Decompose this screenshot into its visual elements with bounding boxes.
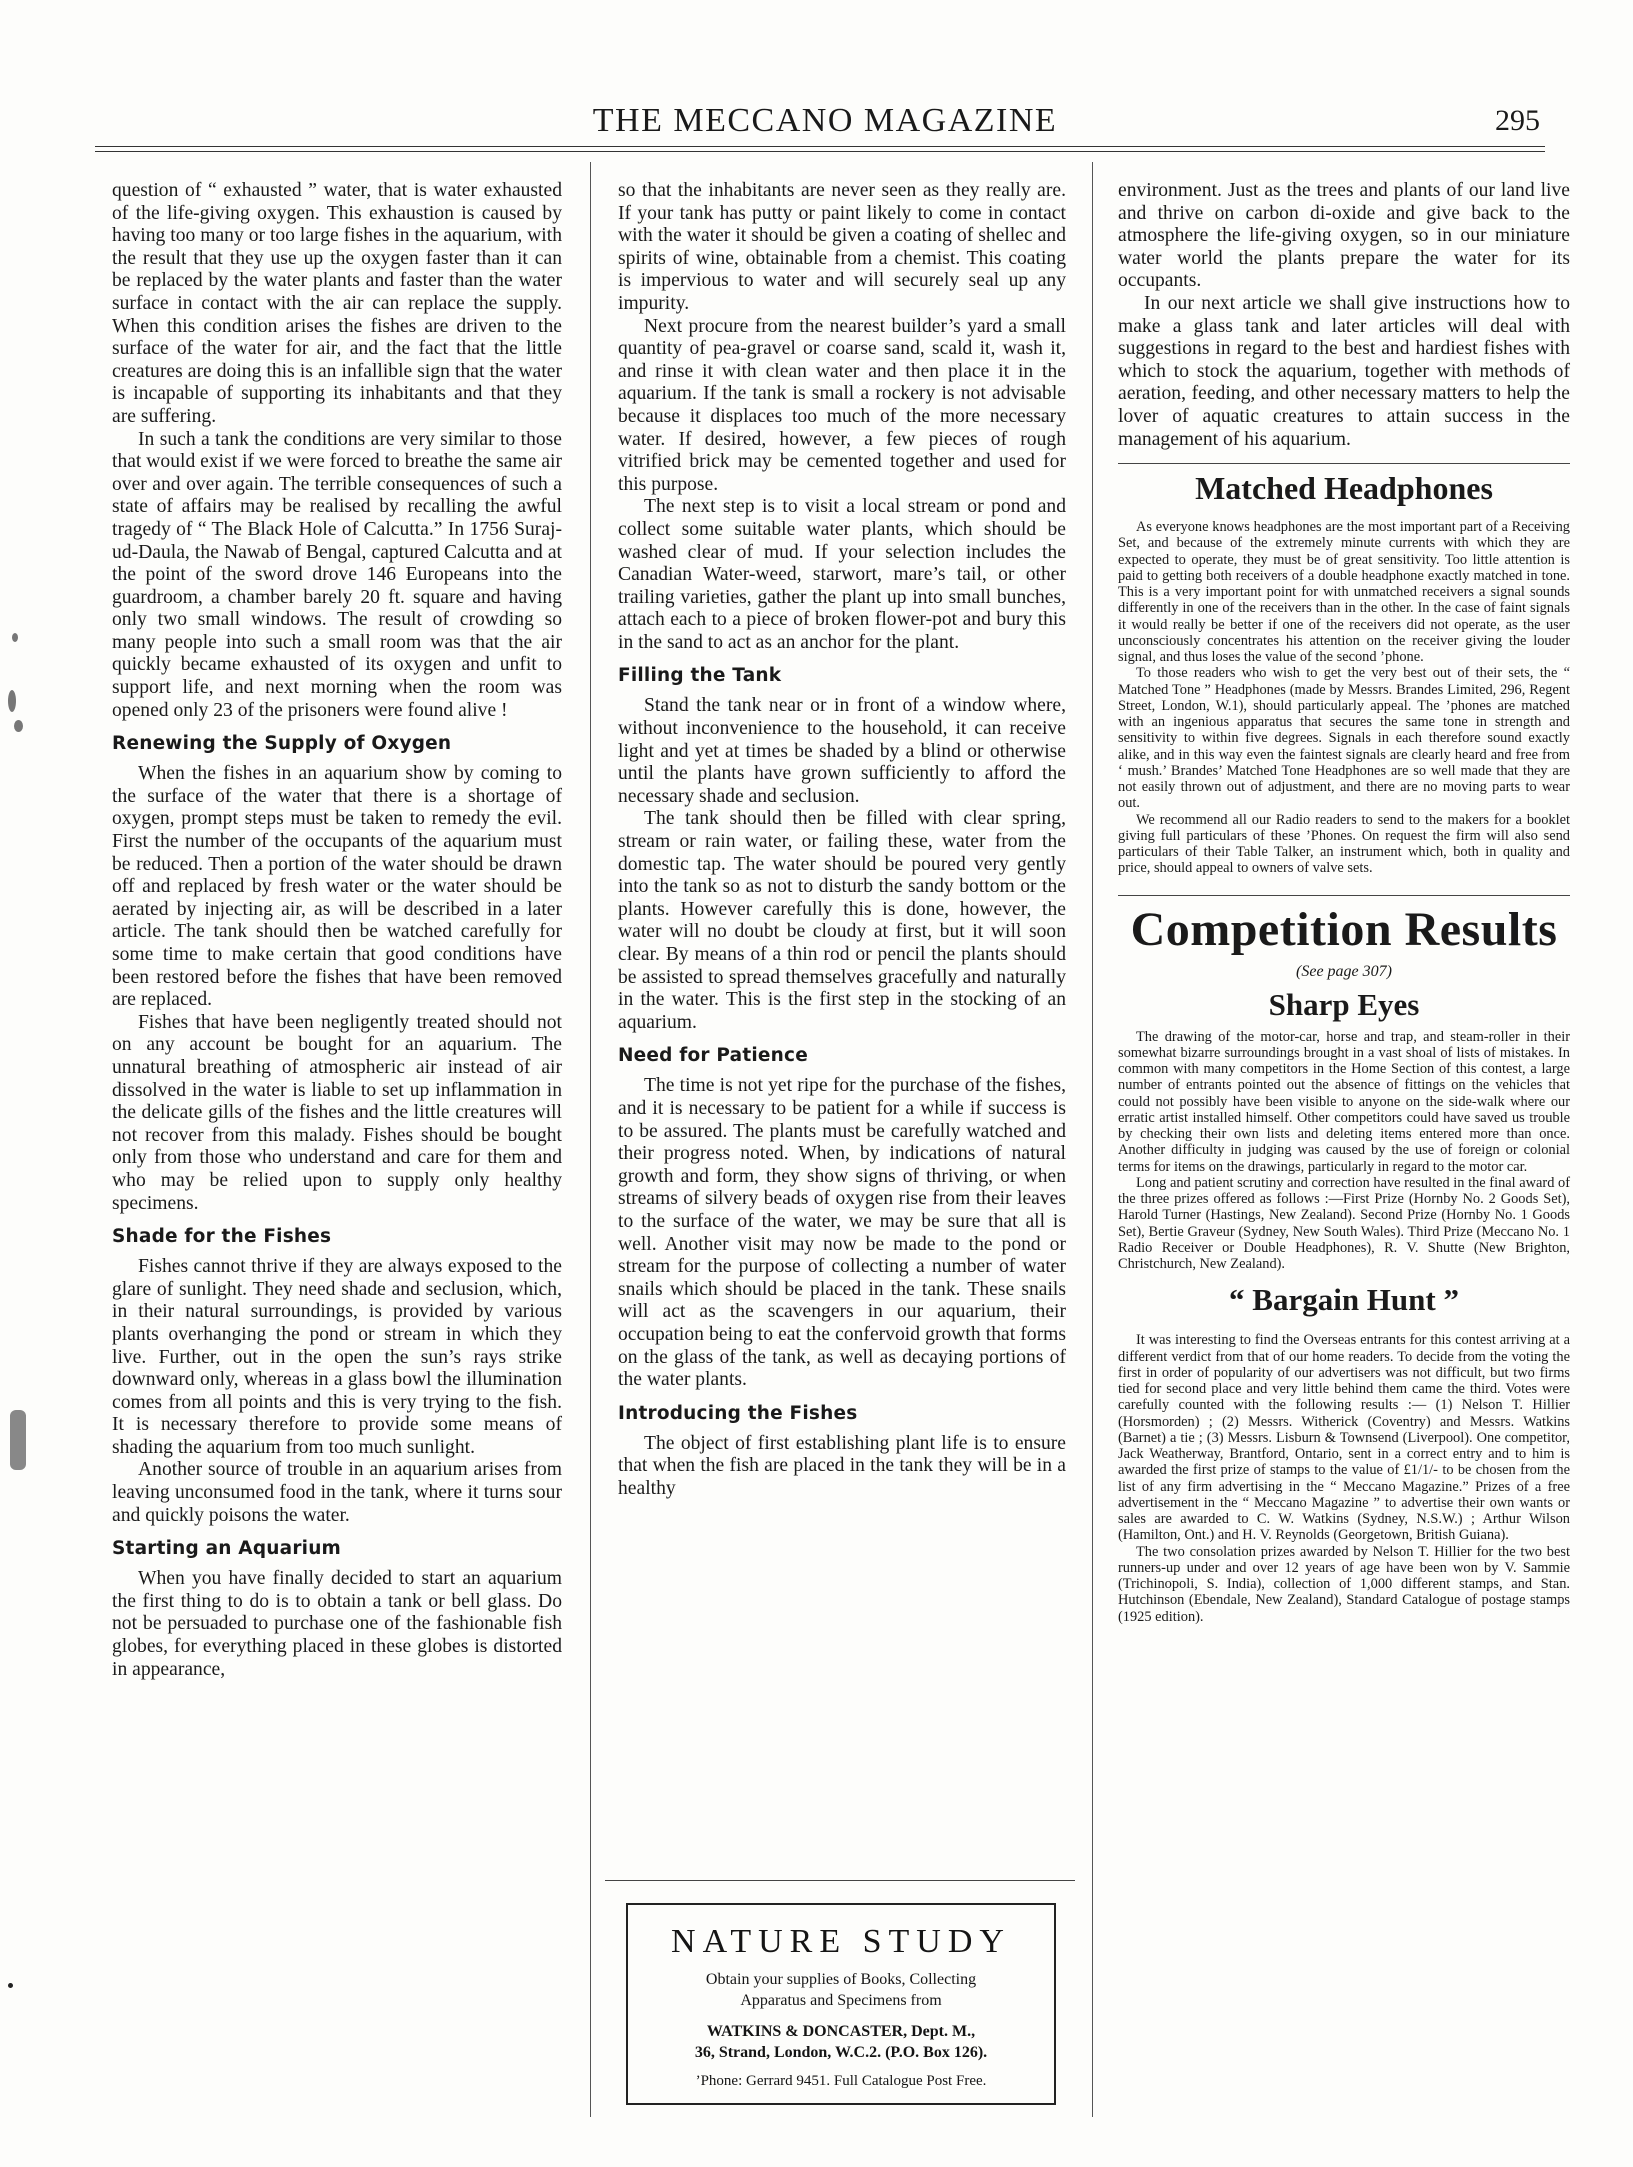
article-paragraph: The object of first establishing plant life is to ensure that when the fish are placed in the tank they will be in a healthy <box>618 1432 1066 1499</box>
running-header <box>90 102 1560 146</box>
article-paragraph: In such a tank the conditions are very similar to those that would exist if we were forced to breathe the same air over and over again. The terrible consequences of such a state of affairs may be realised by recalling the awful tragedy of “ The Black Hole of Calcutta.” In 1756 Suraj-ud-Daula, the Nawab of Bengal, captured Calcutta and at the point of the sword drove 146 Europeans into the guardroom, a chamber barely 20 ft. square and having only two small windows. The result of crowding so many people into such a small room was that the air quickly became exhausted of its oxygen and unfit to support life, and next morning when the room was opened only 23 of the prisoners were found alive ! <box>112 428 562 721</box>
column-2 <box>618 180 1066 1500</box>
competition-results-title: Competition Results <box>1130 902 1558 956</box>
matched-headphones-title: Matched Headphones <box>1195 470 1493 507</box>
section-heading: Renewing the Supply of Oxygen <box>112 733 452 755</box>
small-paragraph: As everyone knows headphones are the most important part of a Receiving Set, and because of the extremely minute currents with which they are expected to operate, they must be of great sensitivity. Too little attention is paid to getting both receivers of a double headphone exactly matched in tone. This is a very important point for with unmatched receivers a signal sounds differently in one of the receivers than in the other. In the case of faint signals it would really be better if one of the receivers did not operate, as the user unconsciously concentrates his attention on the receiver giving the louder signal, and thus loses the value of the second ’phone. <box>1118 519 1570 666</box>
small-paragraph: The drawing of the motor-car, horse and trap, and steam-roller in their somewhat bizarre surroundings brought in a vast shoal of lists of mistakes. In common with many competitors in the Home Section of this contest, a large number of entrants pointed out the absence of fittings on the vehicles that could not possibly have been visible to anyone on the side-walk where our erratic artist installed himself. Other competitors could have saved us trouble by checking their own lists and deleting items entered more than once. Another difficulty in judging was caused by the use of foreign or colonial terms for items on the drawings, particularly in regard to the motor car. <box>1118 1028 1570 1175</box>
article-paragraph: Next procure from the nearest builder’s yard a small quantity of pea-gravel or coarse sand, scald it, wash it, and rinse it with clean water and then place it in the aquarium. If the tank is small a rockery is not advisable because it displaces too much of the more necessary water. If desired, however, a few pieces of rough vitrified brick may be cemented together and used for this purpose. <box>618 315 1066 495</box>
scan-speck <box>8 690 16 712</box>
see-page-note: (See page 307) <box>1296 962 1392 980</box>
section-rule <box>1118 463 1570 464</box>
header-rule-double <box>95 151 1545 152</box>
article-paragraph: The next step is to visit a local stream or pond and collect some suitable water plants, which should be washed clear of mud. If your selection includes the Canadian Water-weed, starwort, mare’s tail, or other trailing varieties, gather the plant up into small bunches, attach each to a piece of broken flower-pot and bury this in the sand to act as an anchor for the plant. <box>618 496 1066 653</box>
article-paragraph: Stand the tank near or in front of a window where, without inconvenience to the household, it can receive light and yet at times be shaded by a blind or otherwise until the plants have grown sufficiently to afford the necessary shade and seclusion. <box>618 695 1066 807</box>
article-paragraph: When the fishes in an aquarium show by coming to the surface of the water that there is a shortage of oxygen, prompt steps must be taken to remedy the evil. First the number of the occupants of the aquarium must be reduced. Then a portion of the water should be drawn off and replaced by fresh water or the water should be aerated by injecting air, as will be described in a later article. The tank should then be watched carefully for some time to make certain that good conditions have been restored before the fishes that have been removed are replaced. <box>112 763 562 1011</box>
article-paragraph: question of “ exhausted ” water, that is water exhausted of the life-giving oxygen. This exhaustion is caused by having too many or too large fishes in the aquarium, with the result that they use up the oxygen faster than it can be replaced by the water plants and faster than the water surface in contact with the air can replace the supply. When this condition arises the fishes are driven to the surface of the water for air, and the fact that the little creatures are doing this is an infallible sign that the water is incapable of supporting its inhabitants and that they are suffering. <box>112 180 562 427</box>
advert-title: NATURE STUDY <box>671 1923 1011 1960</box>
article-paragraph: environment. Just as the trees and plants of our land live and thrive on carbon di-oxide and give back to the atmosphere the life-giving oxygen, so in our miniature water world the plants prepare the water for its occupants. <box>1118 180 1570 292</box>
scan-speck <box>12 633 18 642</box>
bargain-hunt-title: “ Bargain Hunt ” <box>1229 1282 1459 1318</box>
scan-speck <box>14 720 23 732</box>
scan-speck <box>10 1410 26 1470</box>
column-divider <box>590 162 591 2117</box>
article-paragraph: Fishes that have been negligently treated should not on any account be bought for an aquarium. The unnatural breathing of atmospheric air instead of air dissolved in the water is liable to set up inflammation in the delicate gills of the fishes and the little creatures will not recover from this malady. Fishes should be bought only from those who understand and care for them and who may be relied upon to supply only healthy specimens. <box>112 1011 562 1214</box>
section-heading: Need for Patience <box>618 1045 808 1067</box>
section-heading: Filling the Tank <box>618 665 782 687</box>
article-paragraph: When you have finally decided to start an aquarium the first thing to do is to obtain a tank or bell glass. Do not be persuaded to purchase one of the fashionable fish globes, for everything placed in these globes is distorted in appearance, <box>112 1568 562 1680</box>
article-paragraph: The tank should then be filled with clear spring, stream or rain water, or failing these, water from the domestic tap. The water should be poured very gently into the tank so as not to disturb the sandy bottom or the plants. However carefully this is done, however, the water will no doubt be cloudy at first, but it will soon clear. By means of a thin rod or pencil the plants should be assisted to spread themselves gracefully and naturally in the water. This is the first step in the stocking of an aquarium. <box>618 808 1066 1033</box>
column-3 <box>1118 180 1570 1625</box>
advert-phone: ’Phone: Gerrard 9451. Full Catalogue Post Free. <box>695 2073 987 2089</box>
column-1 <box>112 180 562 1681</box>
article-paragraph: Fishes cannot thrive if they are always exposed to the glare of sunlight. They need shade and seclusion, which, in their natural surroundings, is provided by various plants overhanging the pond or stream in which they live. Further, out in the open the sun’s rays strike downward only, whereas in a glass bowl the illumination comes from all points and this is very trying to the fish. It is necessary therefore to provide some means of shading the aquarium from too much sunlight. <box>112 1256 562 1458</box>
article-paragraph: In our next article we shall give instructions how to make a glass tank and later articles will deal with suggestions in regard to the best and hardiest fishes with which to stock the aquarium, together with methods of aeration, feeding, and other necessary matters to help the lover of aquatic creatures to attain success in the management of his aquarium. <box>1118 292 1570 450</box>
small-paragraph: The two consolation prizes awarded by Nelson T. Hillier for the two best runners-up under and over 12 years of age have been won by V. Sammie (Trichinopoli, S. India), collection of 1,000 different stamps, and Stan. Hutchinson (Ebendale, New Zealand), Standard Catalogue of postage stamps (1925 edition). <box>1118 1543 1570 1625</box>
advert-address: 36, Strand, London, W.C.2. (P.O. Box 126). <box>694 2044 988 2061</box>
sharp-eyes-title: Sharp Eyes <box>1268 986 1420 1022</box>
scan-speck <box>8 1983 13 1988</box>
page-number: 295 <box>1495 104 1540 137</box>
advert-address: WATKINS & DONCASTER, Dept. M., <box>706 2023 976 2040</box>
small-paragraph: It was interesting to find the Overseas entrants for this contest arriving at a different verdict from that of our home readers. To decide from the voting the first in order of popularity of our advertisers was not difficult, but two firms tied for second place and very little behind them came the third. Votes were carefully counted with the following results :— (1) Nelson T. Hillier (Horsmorden) ; (2) Messrs. Witherick (Coventry) and Messrs. Watkins (Barnet) a tie ; (3) Messrs. Lisburn & Townsend (Liverpool). One competitor, Jack Weatherway, Brantford, Ontario, sent in a correct entry and to him is awarded the first prize of stamps to the value of £1/1/- to be chosen from the list of any firm advertising in the “ Meccano Magazine.” Prizes of a free advertisement in the “ Meccano Magazine ” to advertise their own wants or sales are awarded to C. W. Watkins (Sydney, N.S.W.) ; Arthur Wilson (Hamilton, Ont.) and H. V. Reynolds (Georgetown, British Guiana). <box>1118 1332 1570 1544</box>
advert-top-rule <box>605 1880 1075 1881</box>
article-paragraph: so that the inhabitants are never seen as they really are. If your tank has putty or paint likely to come in contact with the water it should be given a coating of shellec and spirits of wine, obtainable from a chemist. This coating is impervious to water and will securely seal up any impurity. <box>618 180 1066 314</box>
article-paragraph: The time is not yet ripe for the purchase of the fishes, and it is necessary to be patient for a while if success is to be assured. The plants must be carefully watched and their progress noted. When, by indications of natural growth and form, they show signs of thriving, or when streams of silvery beads of oxygen rise from their leaves to the surface of the water, we may be sure that all is well. Another visit may now be made to the pond or stream for the purpose of collecting a number of water snails which should be placed in the tank. These snails will act as the scavengers in our aquarium, their occupation being to eat the confervoid growth that forms on the glass of the tank, as well as decaying portions of the water plants. <box>618 1075 1066 1391</box>
small-paragraph: We recommend all our Radio readers to send to the makers for a booklet giving full particulars of these ’Phones. On request the firm will also send particulars of their Table Talker, an instrument which, both in quality and price, should appeal to owners of valve sets. <box>1118 811 1570 877</box>
section-rule <box>1118 895 1570 896</box>
section-heading: Introducing the Fishes <box>618 1402 858 1424</box>
nature-study-advert <box>626 1903 1056 2105</box>
advert-line: Obtain your supplies of Books, Collecting <box>705 1971 977 1988</box>
column-divider <box>1092 162 1093 2117</box>
section-heading: Shade for the Fishes <box>112 1226 332 1248</box>
header-rule <box>95 146 1545 147</box>
section-heading: Starting an Aquarium <box>112 1538 342 1560</box>
article-paragraph: Another source of trouble in an aquarium arises from leaving unconsumed food in the tank, where it turns sour and quickly poisons the water. <box>112 1459 562 1526</box>
small-paragraph: To those readers who wish to get the very best out of their sets, the “ Matched Tone ” Headphones (made by Messrs. Brandes Limited, 296, Regent Street, London, W.1), should particularly appeal. The ’phones are matched with an ingenious apparatus that secures the same tone in strength and sensitivity to within five degrees. Signals in each therefore sound exactly alike, and in this way even the faintest signals are clearly heard and free from ‘ mush.’ Brandes’ Matched Tone Headphones are so well made that they are not easily thrown out of adjustment, and there are no moving parts to wear out. <box>1118 665 1570 812</box>
magazine-title: THE MECCANO MAGAZINE <box>592 102 1058 139</box>
small-paragraph: Long and patient scrutiny and correction have resulted in the final award of the three prizes offered as follows :—First Prize (Hornby No. 2 Goods Set), Harold Turner (Hastings, New Zealand). Second Prize (Hornby No. 1 Goods Set), Bertie Graveur (Sydney, New South Wales). Third Prize (Meccano No. 1 Radio Receiver or Double Headphones), R. V. Shutte (New Brighton, Christchurch, New Zealand). <box>1118 1174 1570 1273</box>
advert-line: Apparatus and Specimens from <box>740 1992 942 2009</box>
